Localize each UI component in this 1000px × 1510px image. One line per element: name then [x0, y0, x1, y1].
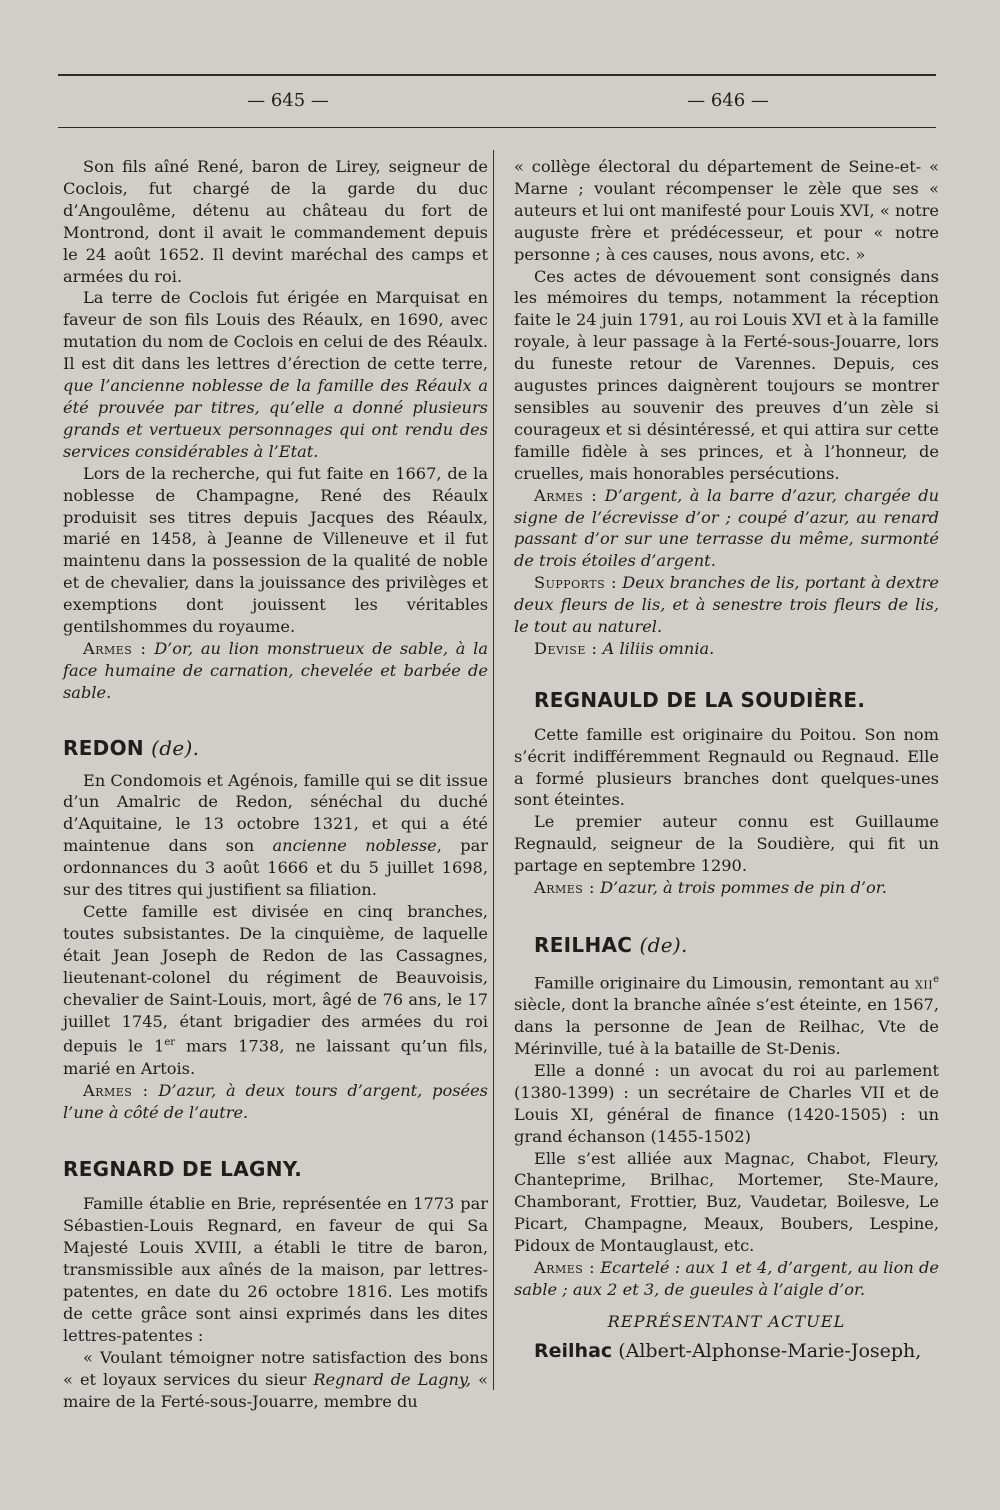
paragraph: Ces actes de dévouement sont consignés dans les mémoires du temps, notamment la réception faite le 24 juin 1791, au roi Louis XVI et à la famille royale, à leur passage à la Ferté-sous-Jouarre, lors du funeste retour de Varennes. Depuis, ces augustes princes daignèrent toujours se montrer sensibles au souvenir des preuves d’un zèle si courageux et si désintéressé, et qui attira sur cette famille fidèle à ses princes, et à l’honneur, de cruelles, mais honorables persécutions.	[514, 266, 939, 483]
paragraph: Famille établie en Brie, représentée en 1773 par Sébastien-Louis Regnard, en faveur de qui Sa Majesté Louis XVIII, a établi le titre de baron, transmissible aux aînés de la maison, par lettres-patentes, en date du 26 octobre 1816. Les motifs de cette grâce sont ainsi exprimés dans les dites lettres-patentes :	[63, 1194, 488, 1345]
armes-paragraph: Armes : D’argent, à la barre d’azur, chargée du signe de l’écrevisse d’or ; coupé d’azur, au renard passant d’or sur une terrasse du même, surmonté de trois étoiles d’argent.	[514, 485, 939, 571]
section-heading-redon: REDON (de).	[63, 735, 200, 760]
paragraph: Cette famille est originaire du Poitou. Son nom s’écrit indifféremment Regnauld ou Regnaud. Elle a formé plusieurs branches dont quelques-unes sont éteintes.	[514, 724, 939, 810]
paragraph: Famille originaire du Limousin, remontant au xii$^e$ siècle, dont la branche aînée s’est éteinte, en 1567, dans la personne de Jean de Reilhac, Vte de Mérinville, tué à la bataille de St-Denis.	[514, 973, 939, 1059]
header-rule	[58, 127, 936, 128]
paragraph: Elle s’est alliée aux Magnac, Chabot, Fleury, Chanteprime, Brilhac, Mortemer, Ste-Maure, Chamborant, Frottier, Buz, Vaudetar, Boilesve, Le Picart, Champagne, Meaux, Boubers, Lespine, Pidoux de Montauglaust, etc.	[514, 1148, 939, 1256]
right-column	[514, 156, 939, 1363]
column-divider	[493, 150, 494, 1390]
representant-heading: REPRÉSENTANT ACTUEL	[607, 1311, 846, 1331]
paragraph: Le premier auteur connu est Guillaume Regnauld, seigneur de la Soudière, qui fit un partage en septembre 1290.	[514, 812, 939, 876]
paragraph: Elle a donné : un avocat du roi au parlement (1380-1399) : un secrétaire de Charles VII et de Louis XI, général de finance (1420-1505) : un grand échanson (1455-1502)	[514, 1060, 939, 1146]
left-column	[63, 156, 488, 1412]
paragraph: La terre de Coclois fut érigée en Marquisat en faveur de son fils Louis des Réaulx, en 1690, avec mutation du nom de Coclois en celui de des Réaulx. Il est dit dans les lettres d’érection de cette terre, que l’ancienne noblesse de la famille des Réaulx a été prouvée par titres, qu’elle a donné plusieurs grands et vertueux personnages qui ont rendu des services considérables à l’Etat.	[63, 288, 488, 461]
representant-name: Reilhac (Albert-Alphonse-Marie-Joseph,	[534, 1339, 922, 1362]
paragraph: « collège électoral du département de Seine-et- « Marne ; voulant récompenser le zèle que ses « auteurs et lui ont manifesté pour Louis XVI, « notre auguste frère et prédécesseur, et pour « notre personne ; à ces causes, nous avons, etc. »	[514, 157, 939, 264]
left-page-number: — 645 —	[247, 90, 329, 111]
armes-paragraph: Armes : D’azur, à deux tours d’argent, posées l’une à côté de l’autre.	[63, 1080, 488, 1122]
paragraph: « Voulant témoigner notre satisfaction des bons « et loyaux services du sieur Regnard de Lagny, « maire de la Ferté-sous-Jouarre, membre du	[63, 1347, 488, 1411]
armes-paragraph: Armes : D’or, au lion monstrueux de sable, à la face humaine de carnation, chevelée et barbée de sable.	[63, 638, 488, 702]
top-rule	[58, 74, 936, 76]
section-heading-regnauld: REGNAULD DE LA SOUDIÈRE.	[534, 687, 866, 712]
paragraph: En Condomois et Agénois, famille qui se dit issue d’un Amalric de Redon, sénéchal du duché d’Aquitaine, le 13 octobre 1321, et qui a été maintenue dans son ancienne noblesse, par ordonnances du 3 août 1666 et du 5 juillet 1698, sur des titres qui justifient sa filiation.	[63, 770, 489, 900]
armes-paragraph: Armes : Ecartelé : aux 1 et 4, d’argent, au lion de sable ; aux 2 et 3, de gueules à l’aigle d’or.	[514, 1258, 939, 1299]
right-page-number: — 646 —	[687, 90, 769, 111]
section-heading-reilhac: REILHAC (de).	[534, 933, 688, 957]
paragraph: Son fils aîné René, baron de Lirey, seigneur de Coclois, fut chargé de la garde du duc d’Angoulême, détenu au château du fort de Montrond, dont il avait le commandement depuis le 24 août 1652. Il devint maréchal des camps et armées du roi.	[63, 157, 488, 286]
paragraph: Lors de la recherche, qui fut faite en 1667, de la noblesse de Champagne, René des Réaulx produisit ses titres depuis Jacques des Réaulx, marié en 1458, à Jeanne de Villeneuve et il fut maintenu dans la possession de la qualité de noble et de chevalier, dans la jouissance des privilèges et exemptions dont jouissent les véritables gentilshommes du royaume.	[63, 463, 488, 637]
supports-paragraph: Supports : Deux branches de lis, portant à dextre deux fleurs de lis, et à senestre trois fleurs de lis, le tout au naturel.	[514, 573, 939, 637]
armes-paragraph: Armes : D’azur, à trois pommes de pin d’or.	[534, 878, 887, 898]
section-heading-regnard: REGNARD DE LAGNY.	[63, 1157, 303, 1182]
paragraph: Cette famille est divisée en cinq branches, toutes subsistantes. De la cinquième, de laquelle était Jean Joseph de Redon de las Cassagnes, lieutenant-colonel du régiment de Beauvoisis, chevalier de Saint-Louis, mort, âgé de 76 ans, le 17 juillet 1745, étant brigadier des armées du roi depuis le 1er mars 1738, ne laissant qu’un fils, marié en Artois.	[63, 902, 488, 1078]
devise-paragraph: Devise : A liliis omnia.	[534, 638, 715, 658]
